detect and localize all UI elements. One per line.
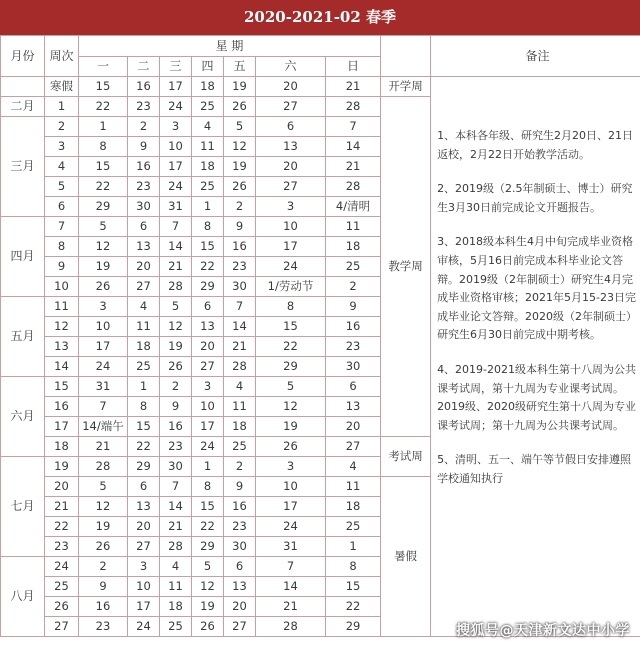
date-cell: 1: [326, 537, 381, 557]
header-day: 三: [160, 57, 192, 77]
date-cell: 19: [79, 257, 128, 277]
date-cell: 11: [192, 137, 224, 157]
date-cell: 7: [160, 217, 192, 237]
date-cell: 3: [128, 557, 160, 577]
date-cell: 31: [256, 537, 326, 557]
week-number-cell: 27: [45, 617, 79, 637]
date-cell: 4: [160, 557, 192, 577]
week-number-cell: 3: [45, 137, 79, 157]
date-cell: 22: [79, 177, 128, 197]
date-cell: 26: [224, 177, 256, 197]
date-cell: 28: [79, 457, 128, 477]
header-notes: 备注: [431, 36, 640, 77]
date-cell: 19: [224, 77, 256, 97]
date-cell: 23: [160, 437, 192, 457]
note-paragraph: 1、本科各年级、研究生2月20日、21日返校，2月22日开始教学活动。: [437, 129, 634, 161]
date-cell: 21: [160, 257, 192, 277]
date-cell: 12: [160, 317, 192, 337]
week-number-cell: 24: [45, 557, 79, 577]
date-cell: 17: [160, 77, 192, 97]
date-cell: 8: [128, 397, 160, 417]
date-cell: 14: [256, 577, 326, 597]
date-cell: 1: [192, 197, 224, 217]
date-cell: 27: [224, 617, 256, 637]
date-cell: 23: [128, 97, 160, 117]
date-cell: 25: [192, 97, 224, 117]
header-row: [1, 36, 640, 57]
date-cell: 3: [160, 117, 192, 137]
date-cell: 20: [128, 517, 160, 537]
date-cell: 4: [326, 457, 381, 477]
week-number-cell: 8: [45, 237, 79, 257]
header-week-no: 周次: [45, 36, 79, 77]
date-cell: 14: [160, 497, 192, 517]
date-cell: 5: [79, 477, 128, 497]
date-cell: 16: [326, 317, 381, 337]
date-cell: 13: [128, 497, 160, 517]
week-number-cell: 26: [45, 597, 79, 617]
date-cell: 9: [79, 577, 128, 597]
date-cell: 14: [224, 317, 256, 337]
date-cell: 11: [326, 217, 381, 237]
date-cell: 6: [192, 297, 224, 317]
date-cell: 16: [160, 417, 192, 437]
notes-cell: [431, 77, 640, 637]
date-cell: 25: [326, 257, 381, 277]
date-cell: 28: [326, 177, 381, 197]
date-cell: 13: [192, 317, 224, 337]
date-cell: 12: [224, 137, 256, 157]
week-number-cell: 16: [45, 397, 79, 417]
date-cell: 5: [79, 217, 128, 237]
date-cell: 9: [224, 217, 256, 237]
date-cell: 1/劳动节: [256, 277, 326, 297]
date-cell: 12: [192, 577, 224, 597]
date-cell: 9: [160, 397, 192, 417]
date-cell: 10: [256, 477, 326, 497]
date-cell: 27: [256, 97, 326, 117]
date-cell: 21: [326, 157, 381, 177]
date-cell: 11: [224, 397, 256, 417]
header-day: 日: [326, 57, 381, 77]
date-cell: 24: [160, 97, 192, 117]
date-cell: 7: [224, 297, 256, 317]
date-cell: 15: [192, 237, 224, 257]
date-cell: 4/清明: [326, 197, 381, 217]
date-cell: 3: [192, 377, 224, 397]
date-cell: 13: [128, 237, 160, 257]
header-day: 六: [256, 57, 326, 77]
month-cell: 六月: [1, 377, 45, 457]
date-cell: 5: [192, 557, 224, 577]
date-cell: 17: [256, 237, 326, 257]
date-cell: 1: [128, 377, 160, 397]
week-number-cell: 17: [45, 417, 79, 437]
date-cell: 15: [192, 497, 224, 517]
calendar-table: [0, 35, 640, 637]
date-cell: 20: [256, 157, 326, 177]
date-cell: 5: [160, 297, 192, 317]
week-number-cell: 19: [45, 457, 79, 477]
date-cell: 12: [256, 397, 326, 417]
date-cell: 31: [79, 377, 128, 397]
date-cell: 24: [160, 177, 192, 197]
week-type-cell: 考试周: [381, 437, 431, 477]
date-cell: 31: [160, 197, 192, 217]
month-cell: 七月: [1, 457, 45, 557]
date-cell: 16: [224, 237, 256, 257]
date-cell: 22: [192, 517, 224, 537]
date-cell: 10: [79, 317, 128, 337]
week-number-cell: 9: [45, 257, 79, 277]
date-cell: 30: [224, 537, 256, 557]
date-cell: 5: [224, 117, 256, 137]
header-day: 五: [224, 57, 256, 77]
header-week-type: [381, 36, 431, 77]
date-cell: 25: [326, 517, 381, 537]
date-cell: 29: [128, 457, 160, 477]
date-cell: 26: [160, 357, 192, 377]
date-cell: 19: [256, 417, 326, 437]
week-number-cell: 13: [45, 337, 79, 357]
date-cell: 23: [224, 257, 256, 277]
date-cell: 21: [160, 517, 192, 537]
date-cell: 29: [326, 617, 381, 637]
month-cell: 八月: [1, 557, 45, 637]
week-number-cell: 4: [45, 157, 79, 177]
header-weekday-group: 星 期: [79, 36, 381, 57]
week-number-cell: 寒假: [45, 77, 79, 97]
week-number-cell: 1: [45, 97, 79, 117]
date-cell: 14: [326, 137, 381, 157]
month-cell: 四月: [1, 217, 45, 297]
week-type-cell: 开学周: [381, 77, 431, 97]
date-cell: 26: [256, 437, 326, 457]
month-cell: 五月: [1, 297, 45, 377]
week-number-cell: 15: [45, 377, 79, 397]
date-cell: 30: [224, 277, 256, 297]
date-cell: 14: [160, 237, 192, 257]
date-cell: 23: [79, 617, 128, 637]
date-cell: 24: [256, 517, 326, 537]
date-cell: 3: [256, 197, 326, 217]
date-cell: 15: [128, 417, 160, 437]
date-cell: 8: [79, 137, 128, 157]
date-cell: 16: [128, 77, 160, 97]
date-cell: 19: [192, 597, 224, 617]
date-cell: 10: [160, 137, 192, 157]
date-cell: 15: [256, 317, 326, 337]
date-cell: 6: [326, 377, 381, 397]
date-cell: 18: [160, 597, 192, 617]
date-cell: 25: [128, 357, 160, 377]
date-cell: 18: [128, 337, 160, 357]
date-cell: 8: [256, 297, 326, 317]
date-cell: 10: [256, 217, 326, 237]
date-cell: 21: [326, 77, 381, 97]
date-cell: 20: [326, 417, 381, 437]
date-cell: 10: [192, 397, 224, 417]
date-cell: 2: [224, 197, 256, 217]
date-cell: 8: [326, 557, 381, 577]
header-month: 月份: [1, 36, 45, 77]
week-number-cell: 6: [45, 197, 79, 217]
date-cell: 20: [256, 77, 326, 97]
date-cell: 22: [128, 437, 160, 457]
note-paragraph: 5、清明、五一、端午等节假日安排遵照学校通知执行: [437, 453, 632, 485]
date-cell: 23: [326, 337, 381, 357]
date-cell: 13: [256, 137, 326, 157]
date-cell: 20: [192, 337, 224, 357]
note-paragraph: 4、2019-2021级本科生第十八周为公共课考试周，第十九周为专业课考试周。2019级、2020级研究生第十八周为专业课考试周；第十九周为公共课考试周。: [437, 362, 637, 432]
date-cell: 20: [128, 257, 160, 277]
date-cell: 26: [192, 617, 224, 637]
date-cell: 1: [192, 457, 224, 477]
date-cell: 26: [79, 537, 128, 557]
header-day: 四: [192, 57, 224, 77]
date-cell: 22: [192, 257, 224, 277]
date-cell: 9: [128, 137, 160, 157]
date-cell: 24: [192, 437, 224, 457]
date-cell: 18: [224, 417, 256, 437]
date-cell: 24: [128, 617, 160, 637]
date-cell: 7: [160, 477, 192, 497]
date-cell: 6: [256, 117, 326, 137]
date-cell: 19: [160, 337, 192, 357]
week-number-cell: 11: [45, 297, 79, 317]
week-number-cell: 21: [45, 497, 79, 517]
page-title: 2020-2021-02 春季: [0, 0, 640, 35]
date-cell: 7: [79, 397, 128, 417]
date-cell: 16: [128, 157, 160, 177]
date-cell: 11: [128, 317, 160, 337]
date-cell: 12: [79, 237, 128, 257]
note-paragraph: 3、2018级本科生4月中旬完成毕业资格审核，5月16日前完成本科毕业论文答辩。2019级（2年制硕士）研究生4月完成毕业资格审核；2021年5月15-23日完成毕业论文答辩。2020级（2年制硕士）研究生6月30日前完成中期考核。: [437, 235, 638, 342]
week-number-cell: 10: [45, 277, 79, 297]
date-cell: 27: [128, 537, 160, 557]
date-cell: 4: [192, 117, 224, 137]
date-cell: 28: [160, 537, 192, 557]
date-cell: 15: [326, 577, 381, 597]
date-cell: 13: [224, 577, 256, 597]
date-cell: 24: [256, 257, 326, 277]
date-cell: 28: [224, 357, 256, 377]
date-cell: 19: [79, 517, 128, 537]
date-cell: 19: [224, 157, 256, 177]
date-cell: 10: [128, 577, 160, 597]
date-cell: 4: [224, 377, 256, 397]
date-cell: 18: [192, 157, 224, 177]
watermark: 搜狐号@天津新文达中小学: [456, 623, 630, 639]
date-cell: 28: [326, 97, 381, 117]
date-cell: 15: [79, 77, 128, 97]
date-cell: 6: [128, 477, 160, 497]
date-cell: 29: [256, 357, 326, 377]
date-cell: 22: [79, 97, 128, 117]
week-number-cell: 7: [45, 217, 79, 237]
date-cell: 17: [79, 337, 128, 357]
date-cell: 27: [192, 357, 224, 377]
date-cell: 23: [224, 517, 256, 537]
date-cell: 25: [160, 617, 192, 637]
date-cell: 30: [160, 457, 192, 477]
date-cell: 9: [326, 297, 381, 317]
date-cell: 17: [192, 417, 224, 437]
date-cell: 3: [256, 457, 326, 477]
date-cell: 2: [326, 277, 381, 297]
date-cell: 18: [326, 497, 381, 517]
date-cell: 25: [224, 437, 256, 457]
date-cell: 2: [224, 457, 256, 477]
date-cell: 16: [79, 597, 128, 617]
date-cell: 6: [224, 557, 256, 577]
date-cell: 30: [128, 197, 160, 217]
table-row: [1, 77, 640, 97]
date-cell: 29: [192, 277, 224, 297]
date-cell: 6: [128, 217, 160, 237]
date-cell: 27: [256, 177, 326, 197]
date-cell: 22: [256, 337, 326, 357]
date-cell: 21: [224, 337, 256, 357]
date-cell: 12: [79, 497, 128, 517]
date-cell: 2: [128, 117, 160, 137]
week-number-cell: 12: [45, 317, 79, 337]
date-cell: 20: [224, 597, 256, 617]
header-day: 一: [79, 57, 128, 77]
date-cell: 8: [192, 477, 224, 497]
date-cell: 26: [224, 97, 256, 117]
date-cell: 2: [160, 377, 192, 397]
date-cell: 23: [128, 177, 160, 197]
date-cell: 14/端午: [79, 417, 128, 437]
week-number-cell: 25: [45, 577, 79, 597]
date-cell: 16: [224, 497, 256, 517]
week-number-cell: 18: [45, 437, 79, 457]
date-cell: 2: [79, 557, 128, 577]
date-cell: 28: [160, 277, 192, 297]
date-cell: 11: [160, 577, 192, 597]
date-cell: 30: [326, 357, 381, 377]
date-cell: 17: [128, 597, 160, 617]
date-cell: 29: [79, 197, 128, 217]
month-cell: 三月: [1, 117, 45, 217]
week-number-cell: 23: [45, 537, 79, 557]
date-cell: 15: [79, 157, 128, 177]
date-cell: 7: [326, 117, 381, 137]
date-cell: 21: [79, 437, 128, 457]
week-type-cell: 暑假: [381, 477, 431, 637]
date-cell: 17: [160, 157, 192, 177]
date-cell: 28: [256, 617, 326, 637]
date-cell: 4: [128, 297, 160, 317]
week-number-cell: 2: [45, 117, 79, 137]
date-cell: 3: [79, 297, 128, 317]
date-cell: 18: [192, 77, 224, 97]
date-cell: 24: [79, 357, 128, 377]
week-type-cell: 教学周: [381, 97, 431, 437]
month-cell: 二月: [1, 97, 45, 117]
date-cell: 9: [224, 477, 256, 497]
week-number-cell: 22: [45, 517, 79, 537]
date-cell: 25: [192, 177, 224, 197]
date-cell: 1: [79, 117, 128, 137]
date-cell: 27: [128, 277, 160, 297]
month-cell-empty: [1, 77, 45, 97]
week-number-cell: 14: [45, 357, 79, 377]
date-cell: 5: [256, 377, 326, 397]
week-number-cell: 5: [45, 177, 79, 197]
date-cell: 29: [192, 537, 224, 557]
date-cell: 27: [326, 437, 381, 457]
note-paragraph: 2、2019级（2.5年制硕士、博士）研究生3月30日前完成论文开题报告。: [437, 182, 633, 214]
date-cell: 18: [326, 237, 381, 257]
date-cell: 8: [192, 217, 224, 237]
week-number-cell: 20: [45, 477, 79, 497]
date-cell: 26: [79, 277, 128, 297]
header-day: 二: [128, 57, 160, 77]
date-cell: 21: [256, 597, 326, 617]
date-cell: 17: [256, 497, 326, 517]
date-cell: 22: [326, 597, 381, 617]
date-cell: 11: [326, 477, 381, 497]
date-cell: 13: [326, 397, 381, 417]
date-cell: 7: [256, 557, 326, 577]
